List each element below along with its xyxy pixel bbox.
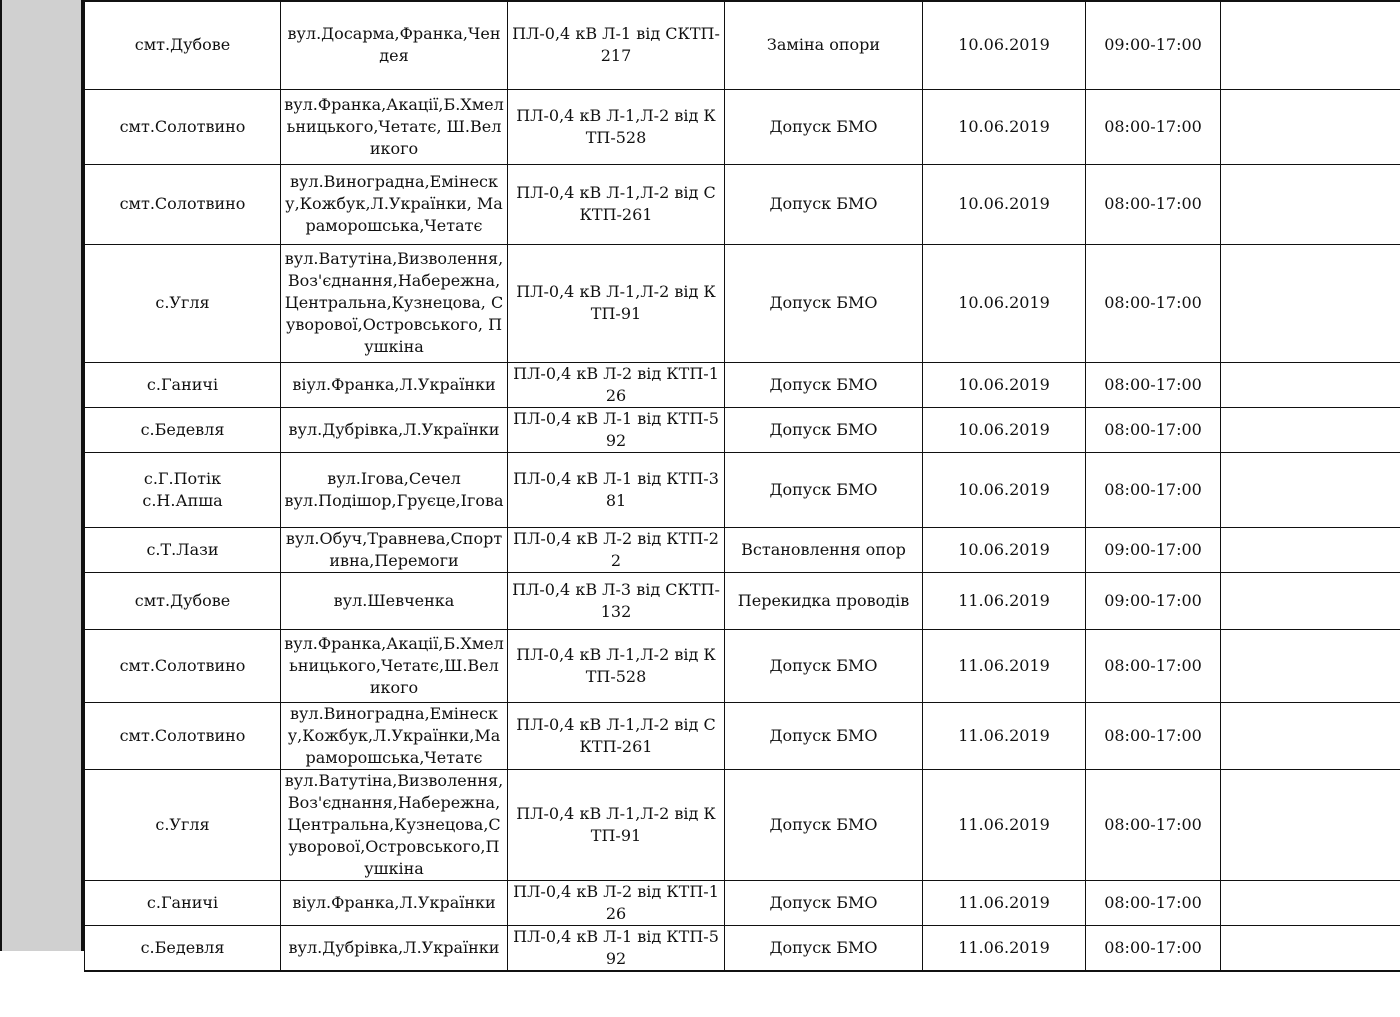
work-type-cell: Допуск БМО: [725, 362, 923, 407]
work-type-cell: Заміна опори: [725, 1, 923, 89]
power-line-cell: ПЛ-0,4 кВ Л-1,Л-2 від КТП-528: [508, 629, 725, 702]
table-row: [85, 1, 1400, 89]
work-type-cell: Допуск БМО: [725, 880, 923, 925]
streets-cell: вул.Дубрівка,Л.Українки: [281, 925, 508, 971]
date-cell: 10.06.2019: [923, 164, 1086, 244]
work-type-cell: Допуск БМО: [725, 89, 923, 164]
streets-cell: вул.Ватутіна,Визволення,Воз'єднання,Набережна,Центральна,Кузнецова,Суворової,Островського,Пушкіна: [281, 769, 508, 880]
power-line-cell: ПЛ-0,4 кВ Л-1,Л-2 від КТП-91: [508, 769, 725, 880]
table-row: [85, 702, 1400, 769]
power-line-cell: ПЛ-0,4 кВ Л-1,Л-2 від СКТП-261: [508, 164, 725, 244]
table-row: [85, 769, 1400, 880]
streets-cell: вул.Виноградна,Емінеску,Кожбук,Л.Українки, Мараморошська,Четатє: [281, 164, 508, 244]
date-cell: 10.06.2019: [923, 452, 1086, 527]
power-line-cell: ПЛ-0,4 кВ Л-1 від СКТП-217: [508, 1, 725, 89]
streets-cell: вул.Шевченка: [281, 572, 508, 629]
date-cell: 11.06.2019: [923, 769, 1086, 880]
empty-cell: [1221, 89, 1400, 164]
streets-cell: вул.Дубрівка,Л.Українки: [281, 407, 508, 452]
streets-cell: віул.Франка,Л.Українки: [281, 880, 508, 925]
table-row: [85, 407, 1400, 452]
empty-cell: [1221, 572, 1400, 629]
power-line-cell: ПЛ-0,4 кВ Л-1 від КТП-381: [508, 452, 725, 527]
streets-cell: вул.Франка,Акації,Б.Хмельницького,Четатє,Ш.Великого: [281, 629, 508, 702]
work-type-cell: Допуск БМО: [725, 925, 923, 971]
power-line-cell: ПЛ-0,4 кВ Л-1 від КТП-592: [508, 925, 725, 971]
empty-cell: [1221, 527, 1400, 572]
table-row: [85, 164, 1400, 244]
time-cell: 08:00-17:00: [1086, 164, 1221, 244]
empty-cell: [1221, 629, 1400, 702]
power-line-cell: ПЛ-0,4 кВ Л-1,Л-2 від КТП-528: [508, 89, 725, 164]
date-cell: 10.06.2019: [923, 407, 1086, 452]
table-row: [85, 362, 1400, 407]
streets-cell: вул.Франка,Акації,Б.Хмельницького,Четатє, Ш.Великого: [281, 89, 508, 164]
settlement-cell: с.Г.Потік с.Н.Апша: [85, 452, 281, 527]
settlement-cell: с.Угля: [85, 769, 281, 880]
table-row: [85, 629, 1400, 702]
table-row: [85, 880, 1400, 925]
settlement-cell: смт.Солотвино: [85, 702, 281, 769]
empty-cell: [1221, 407, 1400, 452]
date-cell: 11.06.2019: [923, 702, 1086, 769]
work-type-cell: Допуск БМО: [725, 702, 923, 769]
time-cell: 08:00-17:00: [1086, 769, 1221, 880]
time-cell: 08:00-17:00: [1086, 407, 1221, 452]
date-cell: 11.06.2019: [923, 629, 1086, 702]
time-cell: 09:00-17:00: [1086, 1, 1221, 89]
settlement-cell: с.Ганичі: [85, 362, 281, 407]
time-cell: 08:00-17:00: [1086, 244, 1221, 362]
time-cell: 08:00-17:00: [1086, 362, 1221, 407]
work-type-cell: Допуск БМО: [725, 407, 923, 452]
empty-cell: [1221, 244, 1400, 362]
date-cell: 10.06.2019: [923, 527, 1086, 572]
settlement-cell: смт.Солотвино: [85, 89, 281, 164]
date-cell: 10.06.2019: [923, 1, 1086, 89]
left-margin-strip: [0, 0, 84, 951]
settlement-cell: с.Бедевля: [85, 925, 281, 971]
empty-cell: [1221, 164, 1400, 244]
streets-cell: вул.Обуч,Травнева,Спортивна,Перемоги: [281, 527, 508, 572]
table-row: [85, 89, 1400, 164]
settlement-cell: с.Т.Лази: [85, 527, 281, 572]
date-cell: 11.06.2019: [923, 880, 1086, 925]
streets-cell: вул.Ігова,Сечел вул.Подішор,Груєце,Ігова: [281, 452, 508, 527]
table-row: [85, 527, 1400, 572]
streets-cell: вул.Ватутіна,Визволення,Воз'єднання,Набережна, Центральна,Кузнецова, Суворової,Островського, Пушкіна: [281, 244, 508, 362]
settlement-cell: с.Угля: [85, 244, 281, 362]
date-cell: 10.06.2019: [923, 244, 1086, 362]
work-type-cell: Допуск БМО: [725, 244, 923, 362]
settlement-cell: смт.Дубове: [85, 1, 281, 89]
work-type-cell: Допуск БМО: [725, 769, 923, 880]
work-type-cell: Допуск БМО: [725, 452, 923, 527]
outage-schedule-table: [84, 0, 1400, 972]
table-row: [85, 244, 1400, 362]
date-cell: 10.06.2019: [923, 89, 1086, 164]
time-cell: 08:00-17:00: [1086, 925, 1221, 971]
power-line-cell: ПЛ-0,4 кВ Л-1 від КТП-592: [508, 407, 725, 452]
empty-cell: [1221, 452, 1400, 527]
work-type-cell: Допуск БМО: [725, 164, 923, 244]
empty-cell: [1221, 769, 1400, 880]
table-row: [85, 572, 1400, 629]
power-line-cell: ПЛ-0,4 кВ Л-1,Л-2 від КТП-91: [508, 244, 725, 362]
time-cell: 08:00-17:00: [1086, 89, 1221, 164]
time-cell: 09:00-17:00: [1086, 572, 1221, 629]
work-type-cell: Перекидка проводів: [725, 572, 923, 629]
work-type-cell: Допуск БМО: [725, 629, 923, 702]
empty-cell: [1221, 702, 1400, 769]
empty-cell: [1221, 925, 1400, 971]
work-type-cell: Встановлення опор: [725, 527, 923, 572]
empty-cell: [1221, 362, 1400, 407]
table-row: [85, 452, 1400, 527]
date-cell: 11.06.2019: [923, 572, 1086, 629]
streets-cell: вул.Виноградна,Емінеску,Кожбук,Л.Українки,Мараморошська,Четатє: [281, 702, 508, 769]
table-row: [85, 925, 1400, 971]
time-cell: 08:00-17:00: [1086, 880, 1221, 925]
power-line-cell: ПЛ-0,4 кВ Л-2 від КТП-126: [508, 362, 725, 407]
power-line-cell: ПЛ-0,4 кВ Л-2 від КТП-126: [508, 880, 725, 925]
empty-cell: [1221, 880, 1400, 925]
date-cell: 11.06.2019: [923, 925, 1086, 971]
power-line-cell: ПЛ-0,4 кВ Л-3 від СКТП-132: [508, 572, 725, 629]
empty-cell: [1221, 1, 1400, 89]
time-cell: 08:00-17:00: [1086, 452, 1221, 527]
time-cell: 09:00-17:00: [1086, 527, 1221, 572]
date-cell: 10.06.2019: [923, 362, 1086, 407]
settlement-cell: смт.Солотвино: [85, 164, 281, 244]
time-cell: 08:00-17:00: [1086, 702, 1221, 769]
time-cell: 08:00-17:00: [1086, 629, 1221, 702]
settlement-cell: смт.Солотвино: [85, 629, 281, 702]
power-line-cell: ПЛ-0,4 кВ Л-2 від КТП-22: [508, 527, 725, 572]
settlement-cell: смт.Дубове: [85, 572, 281, 629]
settlement-cell: с.Ганичі: [85, 880, 281, 925]
settlement-cell: с.Бедевля: [85, 407, 281, 452]
streets-cell: віул.Франка,Л.Українки: [281, 362, 508, 407]
streets-cell: вул.Досарма,Франка,Чендея: [281, 1, 508, 89]
power-line-cell: ПЛ-0,4 кВ Л-1,Л-2 від СКТП-261: [508, 702, 725, 769]
